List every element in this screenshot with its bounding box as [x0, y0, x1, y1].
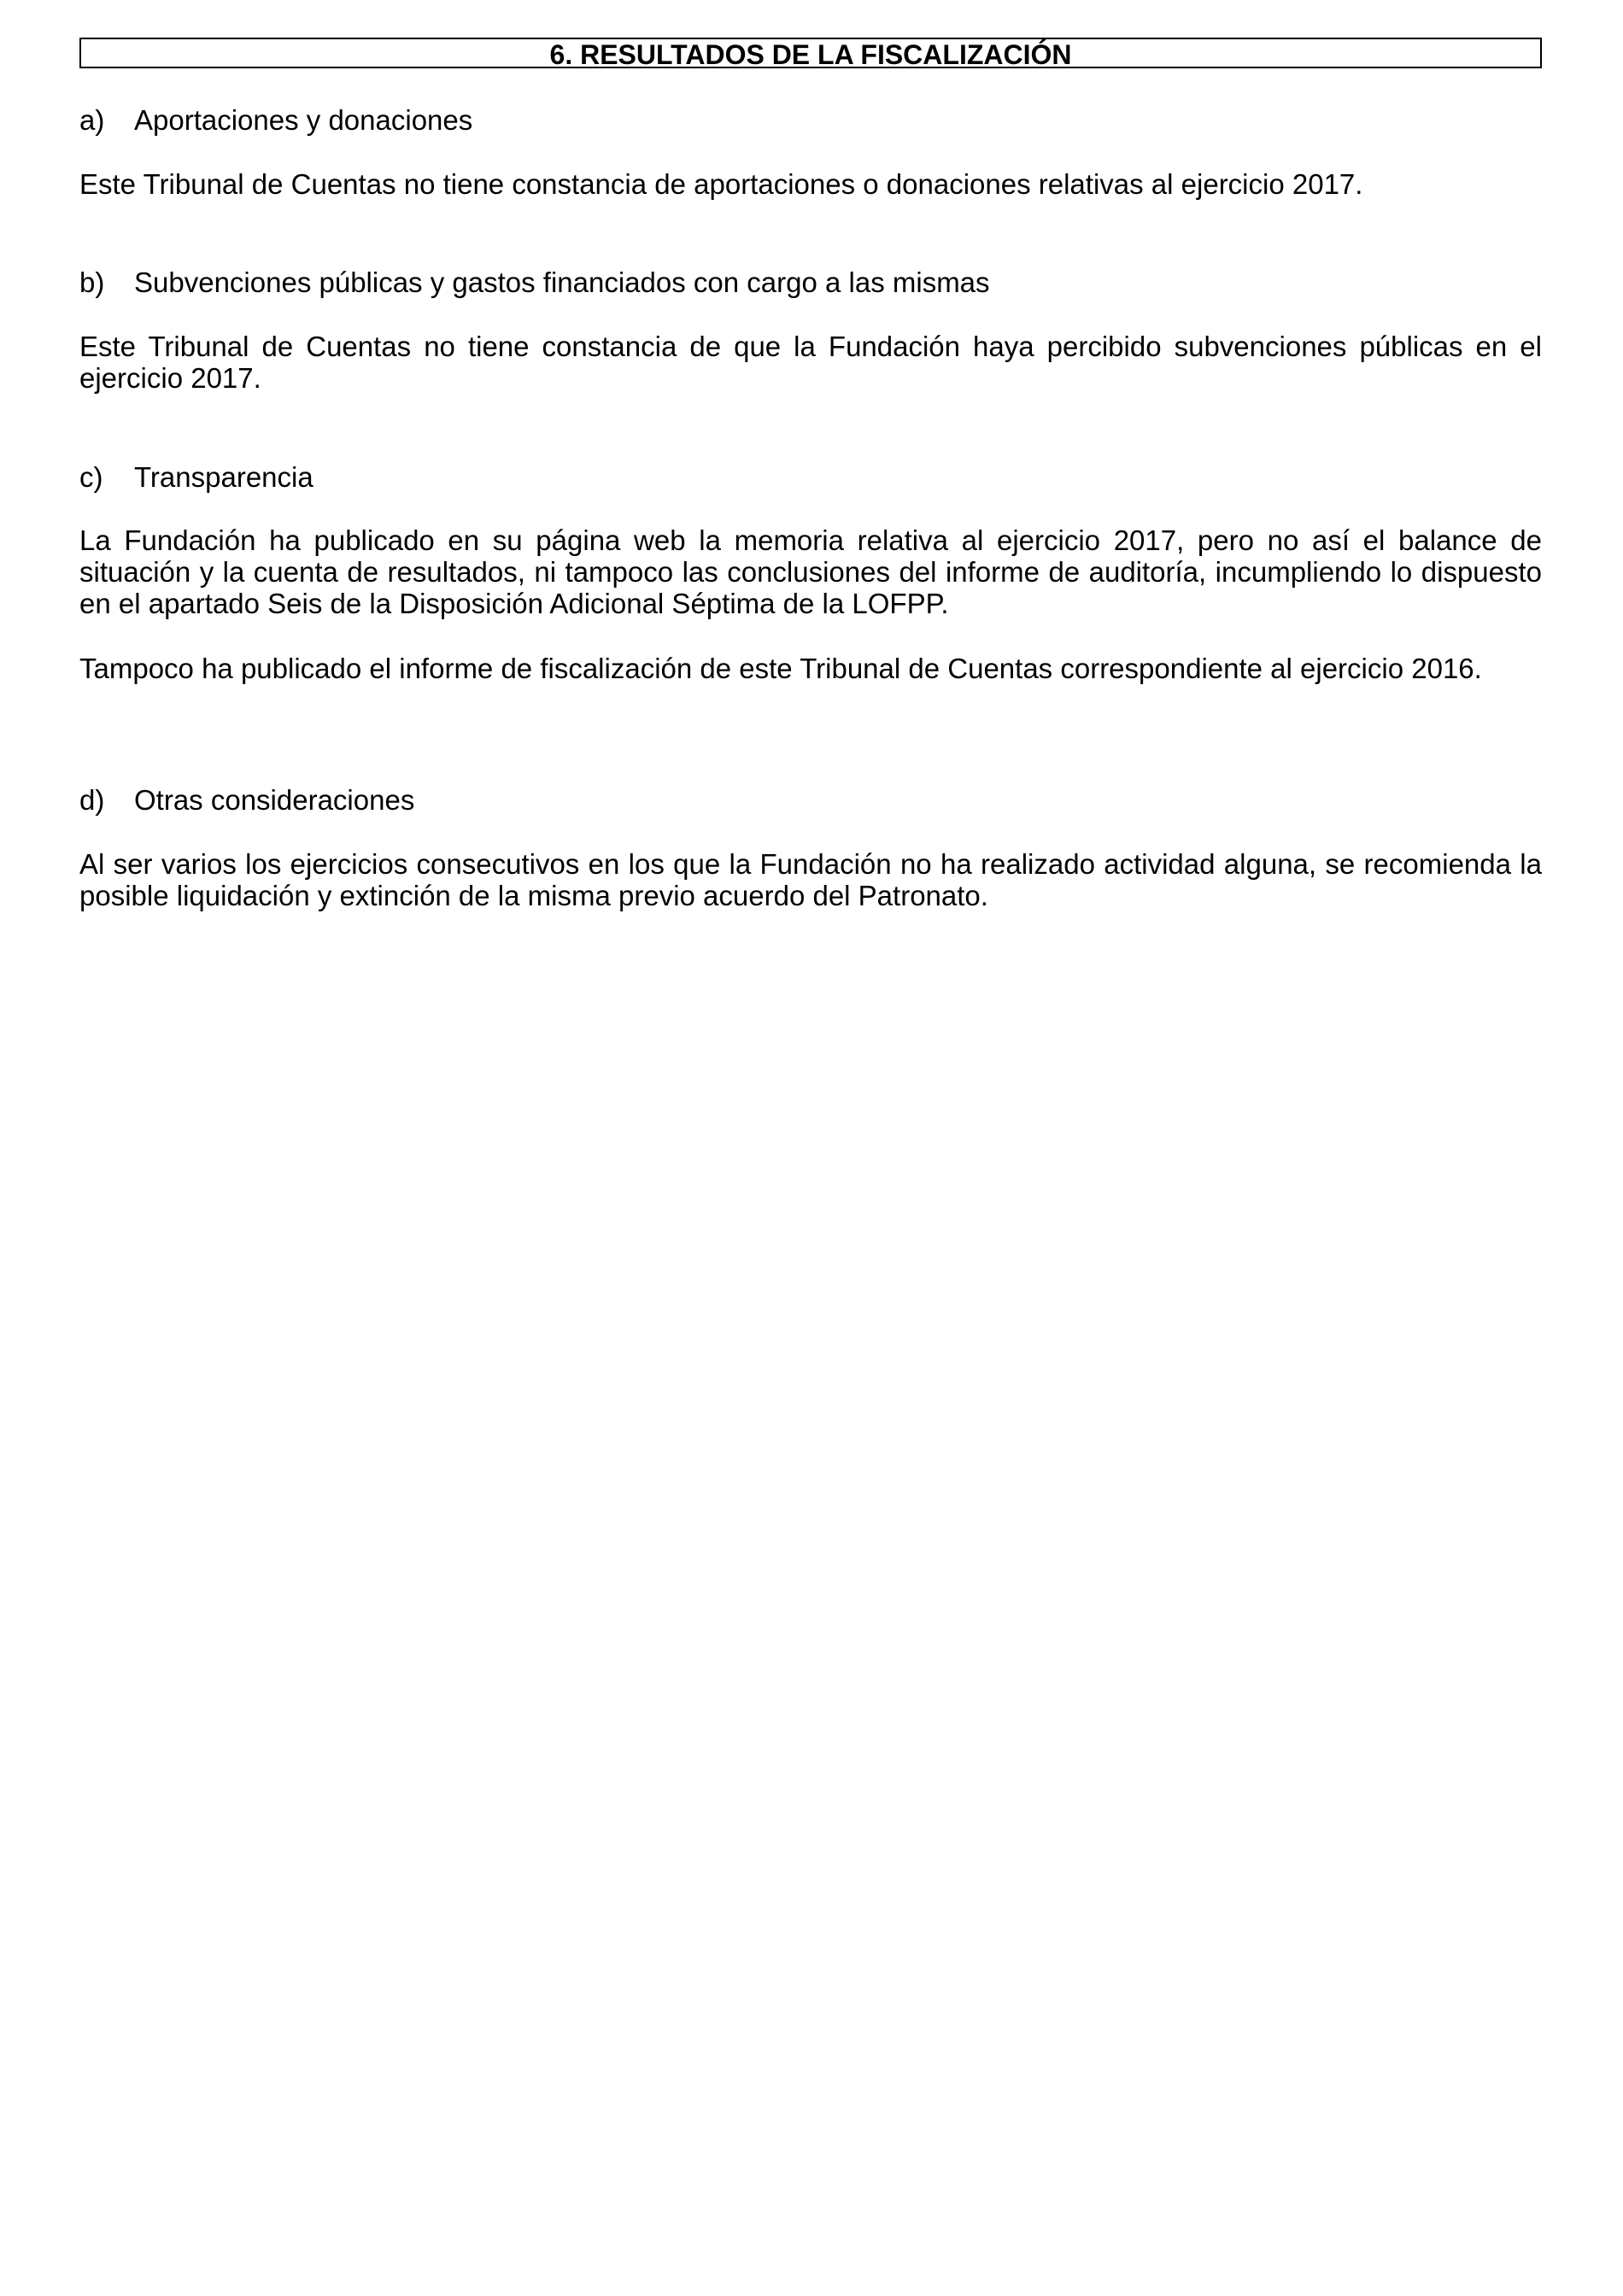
document-page [79, 38, 1542, 911]
section-letter: b) [79, 266, 105, 298]
paragraph: La Fundación ha publicado en su página web la memoria relativa al ejercicio 2017, pero no así el balance de situación y la cuenta de resultados, ni tampoco las conclusiones del informe de auditoría, incumpliendo lo dispuesto en el apartado Seis de la Disposición Adicional Séptima de la LOFPP. [79, 524, 1542, 619]
section-heading-text: Aportaciones y donaciones [134, 104, 473, 136]
section-heading-text: Otras consideraciones [134, 784, 415, 816]
section-c [79, 461, 1542, 494]
section-letter: c) [79, 461, 103, 493]
section-heading [79, 266, 1542, 299]
section-heading-text: Transparencia [134, 461, 313, 493]
section-b [79, 266, 1542, 299]
paragraph: Tampoco ha publicado el informe de fiscalización de este Tribunal de Cuentas correspondiente al ejercicio 2016. [79, 653, 1482, 684]
section-title: 6. RESULTADOS DE LA FISCALIZACIÓN [79, 38, 1542, 68]
section-a [79, 104, 1542, 137]
section-letter: a) [79, 104, 105, 136]
section-d [79, 784, 1542, 817]
paragraph: Este Tribunal de Cuentas no tiene constancia de aportaciones o donaciones relativas al ejercicio 2017. [79, 168, 1363, 200]
section-heading [79, 104, 1542, 137]
section-heading [79, 461, 1542, 494]
section-letter: d) [79, 784, 105, 816]
section-heading [79, 784, 1542, 817]
section-heading-text: Subvenciones públicas y gastos financiados con cargo a las mismas [134, 266, 990, 298]
paragraph: Este Tribunal de Cuentas no tiene constancia de que la Fundación haya percibido subvenciones públicas en el ejercicio 2017. [79, 331, 1542, 394]
paragraph: Al ser varios los ejercicios consecutivos en los que la Fundación no ha realizado actividad alguna, se recomienda la posible liquidación y extinción de la misma previo acuerdo del Patronato. [79, 848, 1542, 911]
